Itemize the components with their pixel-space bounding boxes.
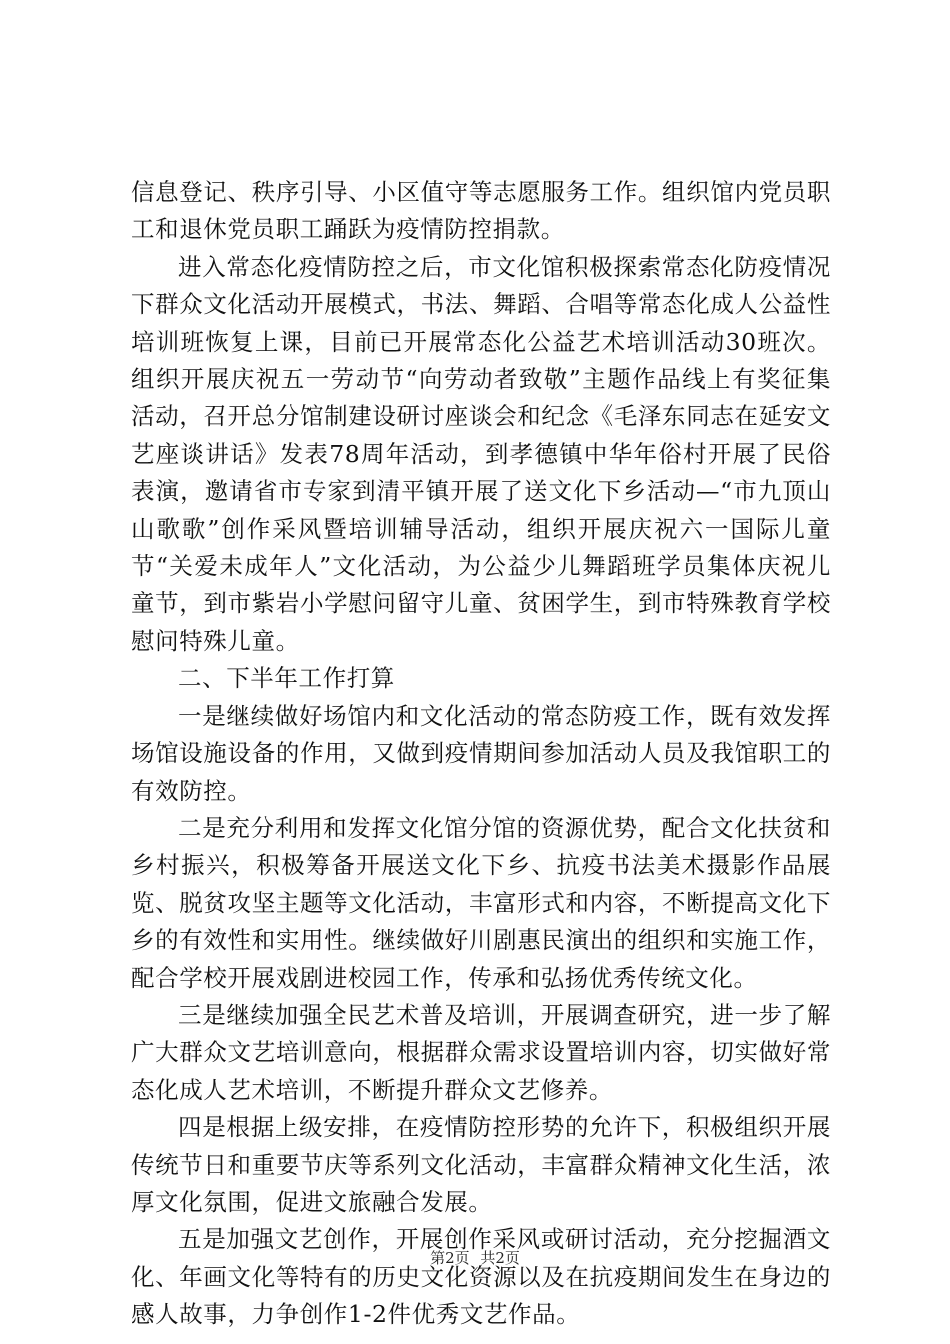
paragraph-2: 进入常态化疫情防控之后，市文化馆积极探索常态化防疫情况下群众文化活动开展模式，书法、舞蹈、合唱等常态化成人公益性培训班恢复上课，目前已开展常态化公益艺术培训活动30班次。组织开展庆祝五一劳动节“向劳动者致敬”主题作品线上有奖征集活动，召开总分馆制建设研讨座谈会和纪念《毛泽东同志在延安文艺座谈讲话》发表78周年活动，到孝德镇中华年俗村开展了民俗表演，邀请省市专家到清平镇开展了送文化下乡活动—“市九顶山山歌歌”创作采风暨培训辅导活动，组织开展庆祝六一国际儿童节“关爱未成年人”文化活动，为公益少儿舞蹈班学员集体庆祝儿童节，到市紫岩小学慰问留守儿童、贫困学生，到市特殊教育学校慰问特殊儿童。 [131, 252, 831, 655]
paragraph-item-2: 二是充分利用和发挥文化馆分馆的资源优势，配合文化扶贫和乡村振兴，积极筹备开展送文化下乡、抗疫书法美术摄影作品展览、脱贫攻坚主题等文化活动，丰富形式和内容，不断提高文化下乡的有效性和实用性。继续做好川剧惠民演出的组织和实施工作，配合学校开展戏剧进校园工作，传承和弘扬优秀传统文化。 [131, 813, 831, 992]
paragraph-item-3: 三是继续加强全民艺术普及培训，开展调查研究，进一步了解广大群众文艺培训意向，根据群众需求设置培训内容，切实做好常态化成人艺术培训，不断提升群众文艺修养。 [131, 1000, 831, 1104]
page-number: 第2页 [430, 1249, 470, 1267]
paragraph-1: 信息登记、秩序引导、小区值守等志愿服务工作。组织馆内党员职工和退休党员职工踊跃为疫情防控捐款。 [131, 178, 831, 244]
page-total: 共2页 [480, 1249, 520, 1267]
paragraph-item-4: 四是根据上级安排，在疫情防控形势的允许下，积极组织开展传统节日和重要节庆等系列文化活动，丰富群众精神文化生活，浓厚文化氛围，促进文旅融合发展。 [131, 1113, 831, 1216]
section-heading: 二、下半年工作打算 [178, 664, 395, 693]
paragraph-item-5: 五是加强文艺创作，开展创作采风或研讨活动，充分挖掘酒文化、年画文化等特有的历史文化资源以及在抗疫期间发生在身边的感人故事，力争创作1-2件优秀文艺作品。 [131, 1225, 831, 1329]
page-footer [0, 1247, 950, 1268]
document-body [131, 174, 831, 1334]
paragraph-item-1: 一是继续做好场馆内和文化活动的常态防疫工作，既有效发挥场馆设施设备的作用，又做到疫情期间参加活动人员及我馆职工的有效防控。 [131, 701, 831, 805]
